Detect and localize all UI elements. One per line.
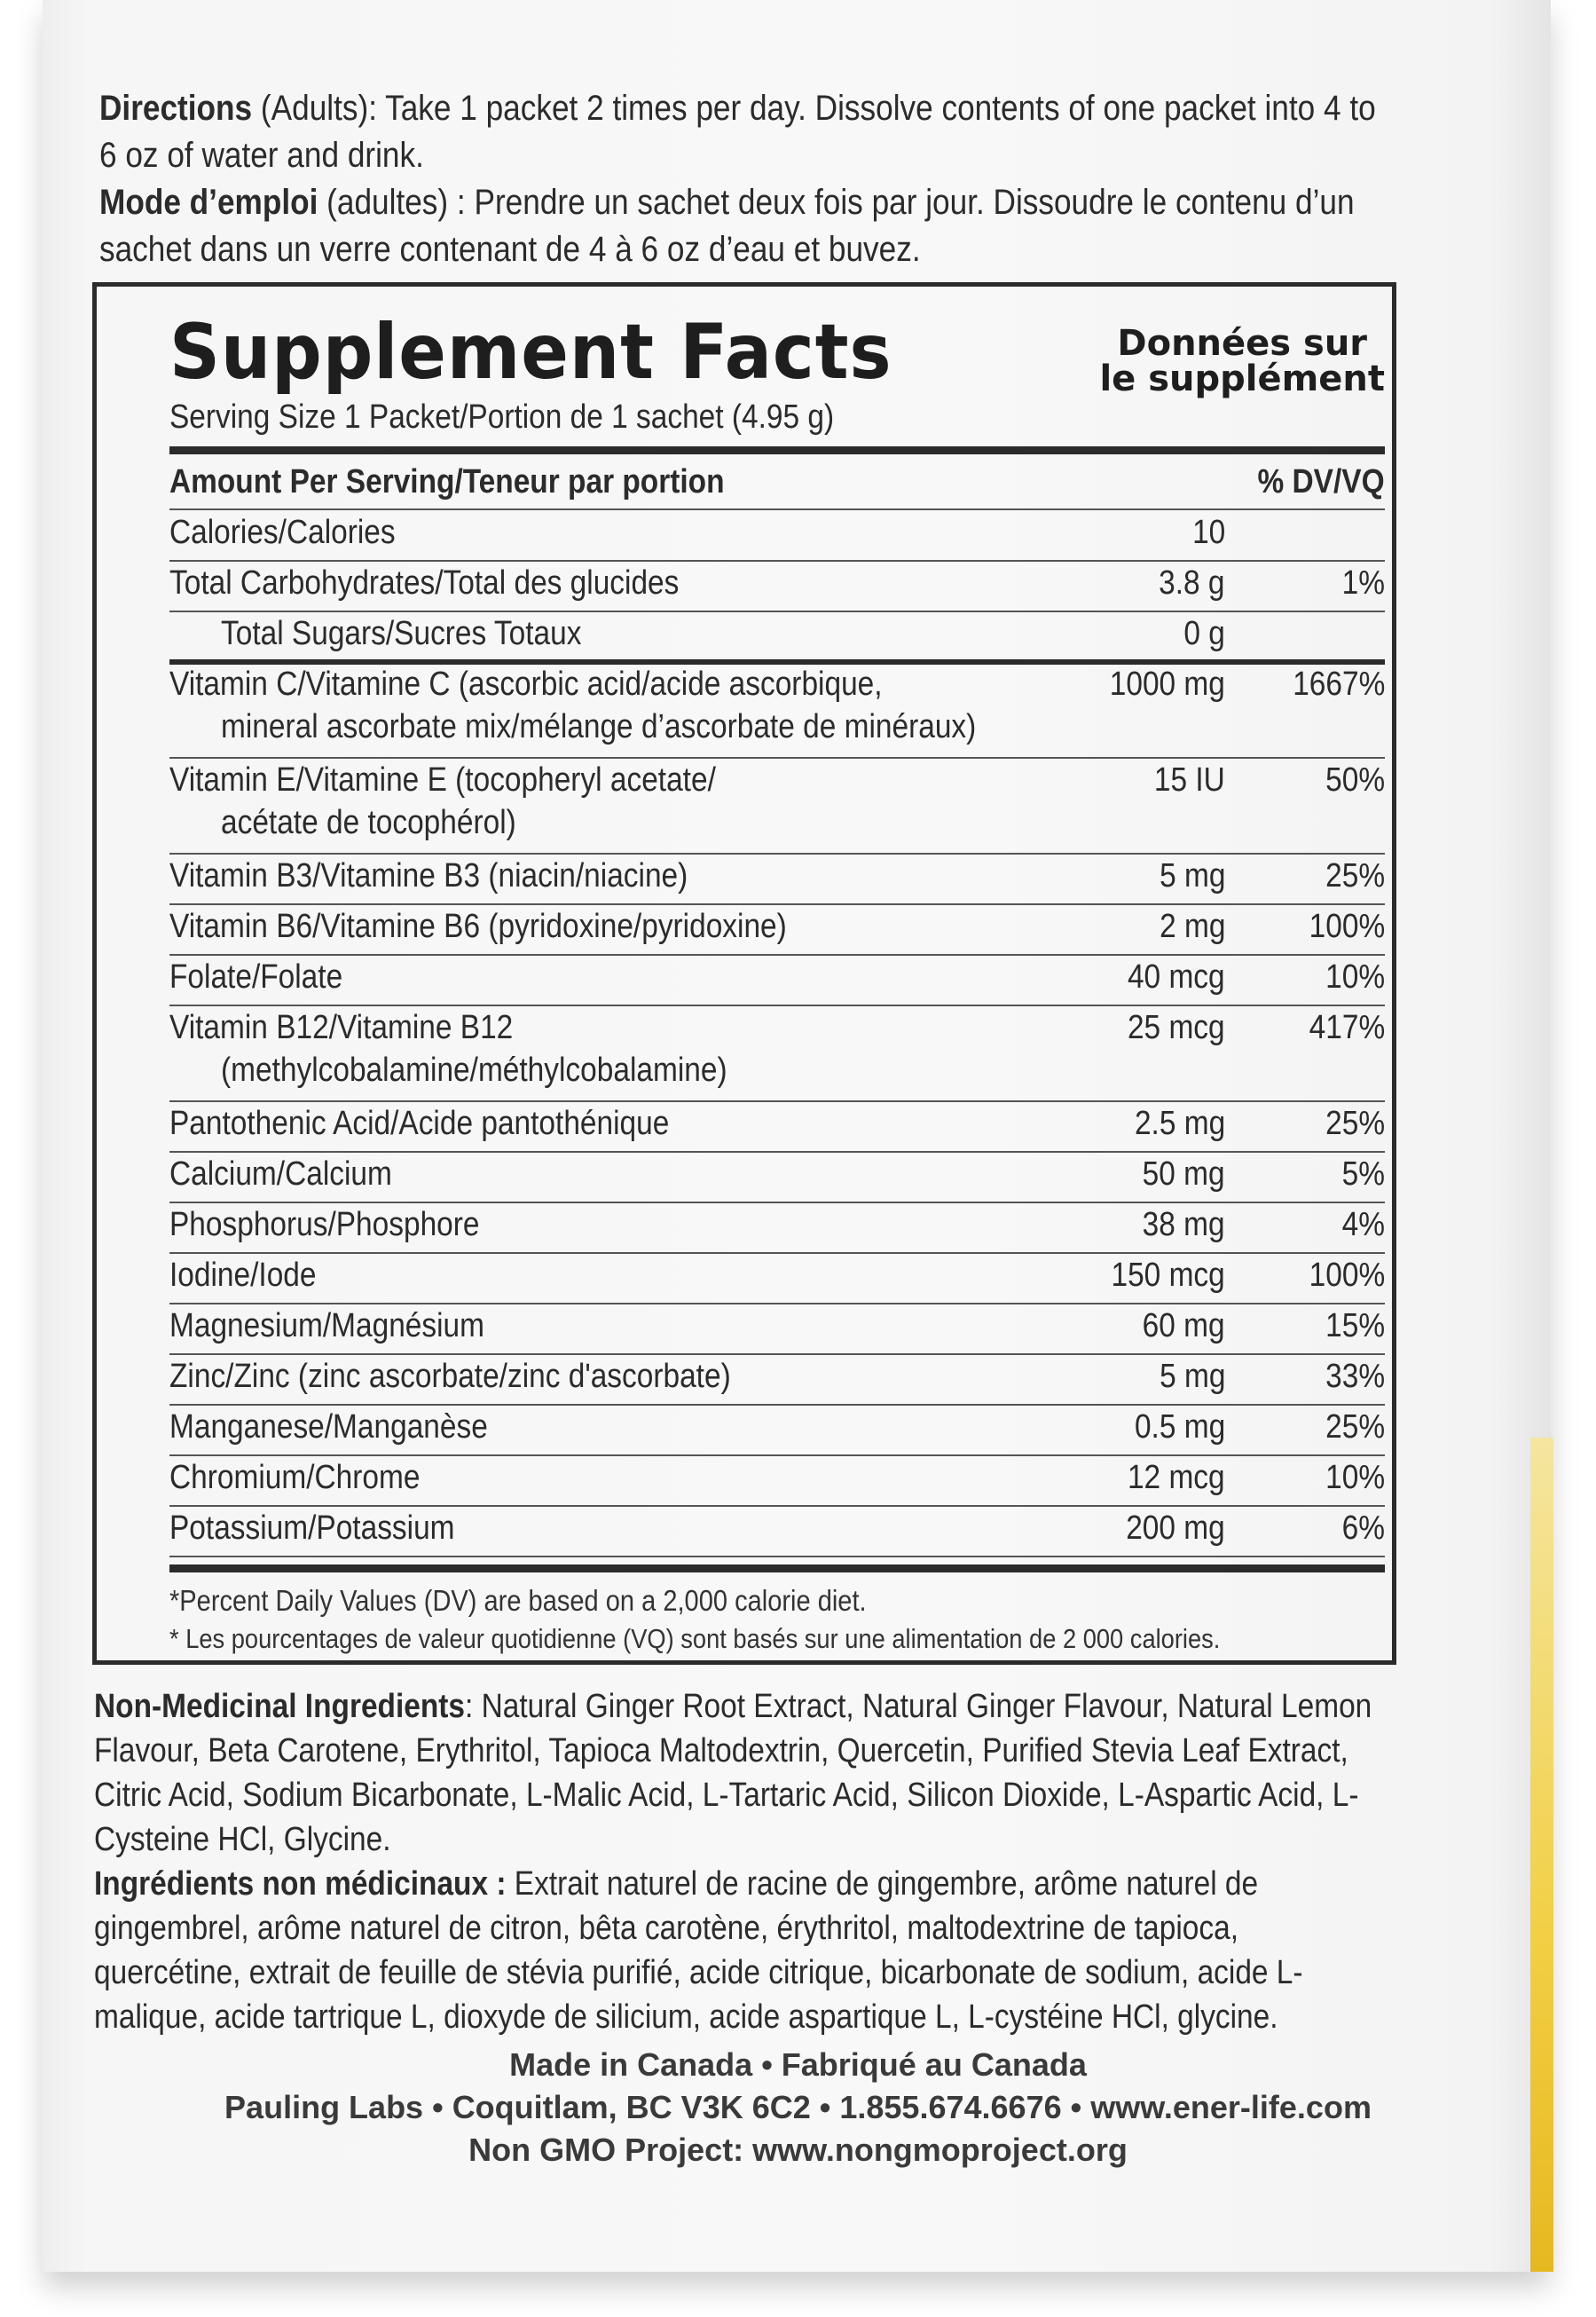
nutrient-row <box>169 1507 1385 1557</box>
nutrient-amount: 10 <box>1191 514 1225 551</box>
nutrient-name: Vitamin E/Vitamine E (tocopheryl acetate/ <box>169 761 716 799</box>
nutrient-amount: 2 mg <box>1159 908 1225 945</box>
nutrient-name-line2: (methylcobalamine/méthylcobalamine) <box>221 1052 727 1089</box>
ingredients-fr-label: Ingrédients non médicinaux : <box>94 1865 507 1903</box>
nutrient-name-line2: mineral ascorbate mix/mélange d’ascorbate de minéraux) <box>221 708 977 745</box>
nutrient-amount: 5 mg <box>1159 857 1225 894</box>
nutrient-dv: 5% <box>1341 1155 1385 1193</box>
nutrient-amount: 200 mg <box>1126 1509 1225 1547</box>
nutrient-row <box>169 562 1385 612</box>
nutrient-name: Total Sugars/Sucres Totaux <box>221 615 582 652</box>
nutrient-name: Vitamin B12/Vitamine B12 <box>169 1009 514 1046</box>
nutrient-row <box>169 855 1385 905</box>
ingredients-en <box>94 1684 1374 1862</box>
nutrient-row <box>169 1254 1385 1304</box>
nutrient-row <box>169 1203 1385 1254</box>
facts-title-fr-line2: le supplément <box>1099 359 1385 399</box>
nutrient-row <box>169 663 1385 759</box>
facts-title-fr-line1: Données sur <box>1117 323 1368 364</box>
nutrient-amount: 12 mcg <box>1128 1459 1225 1496</box>
nutrient-dv: 100% <box>1309 908 1385 945</box>
nutrient-name: Manganese/Manganèse <box>169 1408 488 1446</box>
directions-en-text: (Adults): Take 1 packet 2 times per day. Dissolve contents of one packet into 4 to 6 oz of water and drink. <box>99 89 1376 175</box>
nutrient-amount: 150 mcg <box>1111 1257 1225 1294</box>
nutrient-amount: 60 mg <box>1143 1307 1225 1344</box>
nutrient-name: Pantothenic Acid/Acide pantothénique <box>169 1105 670 1142</box>
nutrient-dv: 1667% <box>1292 666 1385 703</box>
facts-title: Supplement Facts <box>169 308 892 397</box>
company-info: Pauling Labs • Coquitlam, BC V3K 6C2 • 1.855.674.6676 • www.ener-life.com <box>224 2089 1372 2125</box>
ingredients-fr <box>94 1862 1374 2039</box>
nutrient-name: Total Carbohydrates/Total des glucides <box>169 564 680 602</box>
non-gmo-info: Non GMO Project: www.nongmoproject.org <box>468 2132 1128 2168</box>
nutrient-row <box>169 1102 1385 1153</box>
nutrient-dv: 25% <box>1325 857 1385 894</box>
nutrient-dv: 1% <box>1341 564 1385 602</box>
footnote-en: *Percent Daily Values (DV) are based on a 2,000 calorie diet. <box>169 1584 867 1617</box>
directions-fr-text: (adultes) : Prendre un sachet deux fois par jour. Dissoudre le contenu d’un sachet dans un verre contenant de 4 à 6 oz d’eau et buvez. <box>99 183 1355 269</box>
nutrient-row <box>169 1355 1385 1406</box>
made-in-canada: Made in Canada • Fabriqué au Canada <box>509 2046 1087 2083</box>
nutrient-amount: 0.5 mg <box>1134 1408 1225 1446</box>
row-divider <box>169 1556 1385 1557</box>
nutrient-dv: 4% <box>1341 1206 1385 1243</box>
nutrient-amount: 40 mcg <box>1128 958 1225 996</box>
ingredients-fr-text: Extrait naturel de racine de gingembre, arôme naturel de gingembrel, arôme naturel de citron, bêta carotène, érythritol, maltodextrine de tapioca, quercétine, extrait de feuille de stévia purifié, acide citrique, bicarbonate de sodium, acide L-malique, acide tartrique L, dioxyde de silicium, acide aspartique L, L-cystéine HCl, glycine. <box>94 1865 1303 2036</box>
nutrient-row <box>169 956 1385 1006</box>
nutrient-dv: 100% <box>1309 1257 1385 1294</box>
header-amount-label: Amount Per Serving/Teneur par portion <box>169 463 725 500</box>
nutrient-row <box>169 759 1385 855</box>
nutrient-row <box>169 905 1385 956</box>
directions-fr-label: Mode d’emploi <box>99 183 318 222</box>
nutrient-dv: 15% <box>1325 1307 1385 1344</box>
ingredients-en-text: : Natural Ginger Root Extract, Natural Ginger Flavour, Natural Lemon Flavour, Beta Carotene, Erythritol, Tapioca Maltodextrin, Quercetin, Purified Stevia Leaf Extract, Citric Acid, Sodium Bicarbonate, L-Malic Acid, L-Tartaric Acid, Silicon Dioxide, L-Aspartic Acid, L-Cysteine HCl, Glycine. <box>94 1688 1372 1858</box>
facts-heading <box>169 308 1385 407</box>
nutrient-row <box>169 612 1385 663</box>
facts-title-fr <box>1099 323 1385 399</box>
nutrient-amount: 1000 mg <box>1109 666 1225 703</box>
nutrient-dv: 10% <box>1325 1459 1385 1496</box>
nutrient-row <box>169 1304 1385 1355</box>
nutrient-name: Vitamin B3/Vitamine B3 (niacin/niacine) <box>169 857 688 894</box>
nutrient-name: Potassium/Potassium <box>169 1509 455 1547</box>
nutrient-name: Vitamin B6/Vitamine B6 (pyridoxine/pyridoxine) <box>169 908 787 945</box>
serving-size: Serving Size 1 Packet/Portion de 1 sachet (4.95 g) <box>169 398 835 436</box>
nutrient-dv: 50% <box>1325 761 1385 799</box>
directions-block <box>99 85 1403 273</box>
nutrient-amount: 25 mcg <box>1128 1009 1225 1046</box>
thick-rule <box>169 446 1385 454</box>
nutrient-amount: 3.8 g <box>1159 564 1225 602</box>
nutrient-name: Zinc/Zinc (zinc ascorbate/zinc d'ascorbate) <box>169 1358 731 1395</box>
nutrient-amount: 38 mg <box>1143 1206 1225 1243</box>
nutrient-dv: 33% <box>1325 1358 1385 1395</box>
nutrient-amount: 0 g <box>1183 615 1225 652</box>
nutrient-amount: 2.5 mg <box>1134 1105 1225 1142</box>
footnote-fr: * Les pourcentages de valeur quotidienne (VQ) sont basés sur une alimentation de 2 000 calories. <box>169 1623 1221 1654</box>
directions-en <box>99 85 1396 179</box>
nutrient-row <box>169 1006 1385 1102</box>
nutrient-name: Phosphorus/Phosphore <box>169 1206 480 1243</box>
ingredients-en-label: Non-Medicinal Ingredients <box>94 1688 466 1725</box>
nutrient-name: Calories/Calories <box>169 514 396 551</box>
directions-en-label: Directions <box>99 89 253 128</box>
nutrient-dv: 25% <box>1325 1408 1385 1446</box>
directions-fr <box>99 179 1396 273</box>
nutrient-row <box>169 1456 1385 1507</box>
thick-rule-bottom <box>169 1564 1385 1572</box>
nutrient-name: Calcium/Calcium <box>169 1155 392 1193</box>
nutrient-name: Iodine/Iode <box>169 1257 317 1294</box>
row-divider <box>169 508 1385 510</box>
nutrient-row <box>169 511 1385 562</box>
nutrient-row <box>169 1406 1385 1456</box>
nutrient-name: Chromium/Chrome <box>169 1459 421 1496</box>
ingredients-block <box>94 1684 1374 2039</box>
nutrient-amount: 15 IU <box>1154 761 1225 799</box>
nutrient-row <box>169 1153 1385 1203</box>
supplement-facts-panel <box>92 282 1396 1665</box>
nutrient-dv: 417% <box>1309 1009 1385 1046</box>
facts-header-row <box>169 461 1385 510</box>
nutrient-dv: 6% <box>1341 1509 1385 1547</box>
nutrient-amount: 5 mg <box>1159 1358 1225 1395</box>
nutrient-name: Magnesium/Magnésium <box>169 1307 484 1344</box>
nutrient-amount: 50 mg <box>1143 1155 1225 1193</box>
nutrient-name-line2: acétate de tocophérol) <box>221 804 516 841</box>
header-dv-label: % DV/VQ <box>1257 463 1385 500</box>
nutrient-name: Vitamin C/Vitamine C (ascorbic acid/acide ascorbique, <box>169 666 883 703</box>
nutrient-name: Folate/Folate <box>169 958 343 996</box>
nutrient-dv: 10% <box>1325 958 1385 996</box>
nutrient-dv: 25% <box>1325 1105 1385 1142</box>
